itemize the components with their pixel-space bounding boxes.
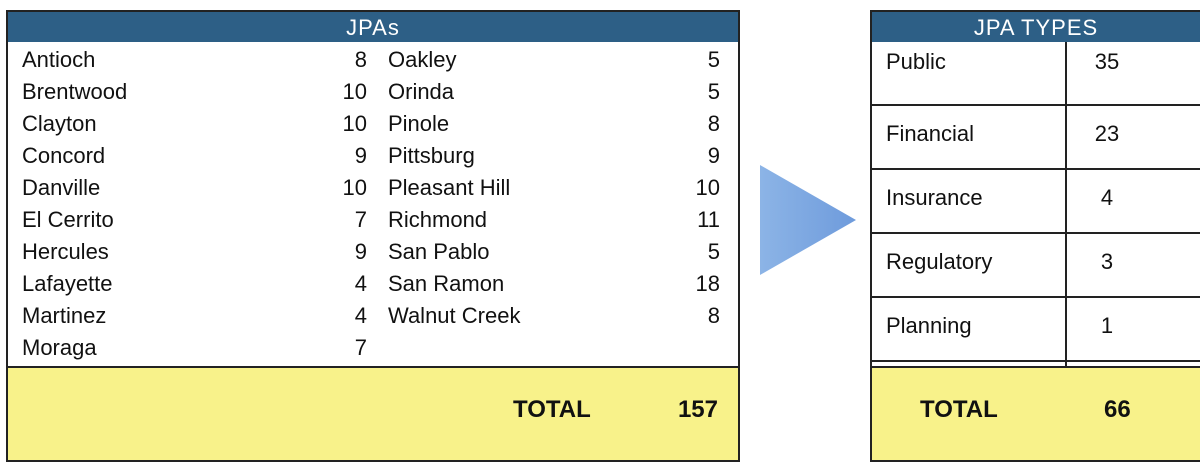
- jpa-city-count: 10: [695, 175, 720, 200]
- jpa-city-count: 10: [342, 79, 367, 104]
- arrow-right-icon: [758, 165, 858, 275]
- jpa-row: [22, 140, 367, 172]
- jpa-city-count: 10: [342, 175, 367, 200]
- jpa-city-count: 7: [354, 207, 367, 232]
- jpa-type-name: Regulatory: [886, 249, 993, 274]
- jpa-row: [388, 108, 720, 140]
- jpa-city-count: 7: [354, 335, 367, 360]
- jpa-type-count: 3: [1100, 249, 1114, 274]
- jpa-city-count: 11: [697, 207, 720, 232]
- jpa-city-name: San Pablo: [388, 239, 490, 264]
- jpa-row: [22, 332, 367, 364]
- jpa-type-count: 23: [1094, 121, 1120, 146]
- types-total-label: TOTAL: [920, 396, 998, 423]
- jpa-city-count: 9: [354, 143, 367, 168]
- jpa-city-name: Concord: [22, 143, 106, 168]
- jpa-row: [388, 300, 720, 332]
- jpa-city-name: Pittsburg: [388, 143, 475, 168]
- jpa-city-count: 4: [354, 303, 367, 328]
- jpa-row: [22, 76, 367, 108]
- jpa-city-count: 4: [354, 271, 367, 296]
- jpa-city-name: Oakley: [388, 47, 457, 72]
- jpa-city-count: 18: [695, 271, 720, 296]
- jpa-type-row: [872, 170, 1200, 234]
- jpa-city-count: 8: [354, 47, 367, 72]
- jpa-type-count: 4: [1100, 185, 1114, 210]
- jpa-city-name: Danville: [22, 175, 101, 200]
- jpa-city-count: 9: [707, 143, 720, 168]
- jpa-city-name: Pleasant Hill: [388, 175, 511, 200]
- jpa-city-count: 8: [707, 111, 720, 136]
- jpa-city-count: 9: [354, 239, 367, 264]
- jpa-row: [22, 44, 367, 76]
- jpa-row: [22, 236, 367, 268]
- jpa-row: [22, 268, 367, 300]
- jpa-type-name: Planning: [886, 313, 972, 338]
- jpa-city-count: 5: [707, 79, 720, 104]
- jpas-table: [6, 10, 740, 462]
- jpa-row: [388, 140, 720, 172]
- jpa-type-name: Financial: [886, 121, 975, 146]
- jpa-city-count: 5: [707, 239, 720, 264]
- jpas-header: JPAs: [8, 12, 738, 42]
- jpa-city-name: San Ramon: [388, 271, 505, 296]
- jpa-city-name: Lafayette: [22, 271, 113, 296]
- jpa-city-name: Martinez: [22, 303, 107, 328]
- jpa-city-name: Walnut Creek: [388, 303, 521, 328]
- jpa-type-count: 1: [1100, 313, 1114, 338]
- jpas-total-label: TOTAL: [513, 396, 591, 423]
- jpa-city-name: Hercules: [22, 239, 109, 264]
- jpa-row: [388, 204, 720, 236]
- types-total-value: 66: [1104, 396, 1131, 423]
- jpa-type-row: [872, 298, 1200, 362]
- jpa-type-row: [872, 234, 1200, 298]
- jpa-type-name: Public: [886, 49, 946, 74]
- jpa-city-name: Richmond: [388, 207, 488, 232]
- jpa-city-name: Clayton: [22, 111, 97, 136]
- jpa-row: [22, 172, 367, 204]
- jpa-row: [388, 44, 720, 76]
- jpa-row: [388, 268, 720, 300]
- jpa-row: [388, 172, 720, 204]
- jpa-city-name: Moraga: [22, 335, 97, 360]
- jpa-city-name: Brentwood: [22, 79, 128, 104]
- jpa-type-row: [872, 42, 1200, 106]
- jpa-city-count: 8: [707, 303, 720, 328]
- jpa-city-name: Orinda: [388, 79, 455, 104]
- jpa-types-header: JPA TYPES: [872, 12, 1200, 42]
- jpas-total-value: 157: [677, 396, 718, 423]
- jpas-total-band: [8, 366, 738, 460]
- jpa-type-row: [872, 106, 1200, 170]
- jpa-row: [22, 204, 367, 236]
- jpas-rows: [8, 44, 738, 374]
- jpa-city-count: 10: [342, 111, 367, 136]
- types-total-band: [872, 366, 1200, 460]
- jpa-types-table: [870, 10, 1200, 462]
- jpa-city-name: Antioch: [22, 47, 96, 72]
- jpa-city-name: El Cerrito: [22, 207, 114, 232]
- jpa-city-count: 5: [707, 47, 720, 72]
- jpa-row: [388, 76, 720, 108]
- jpa-row: [22, 300, 367, 332]
- jpa-type-name: Insurance: [886, 185, 983, 210]
- jpa-row: [22, 108, 367, 140]
- jpa-type-count: 35: [1094, 49, 1120, 74]
- jpa-city-name: Pinole: [388, 111, 450, 136]
- jpa-row: [388, 236, 720, 268]
